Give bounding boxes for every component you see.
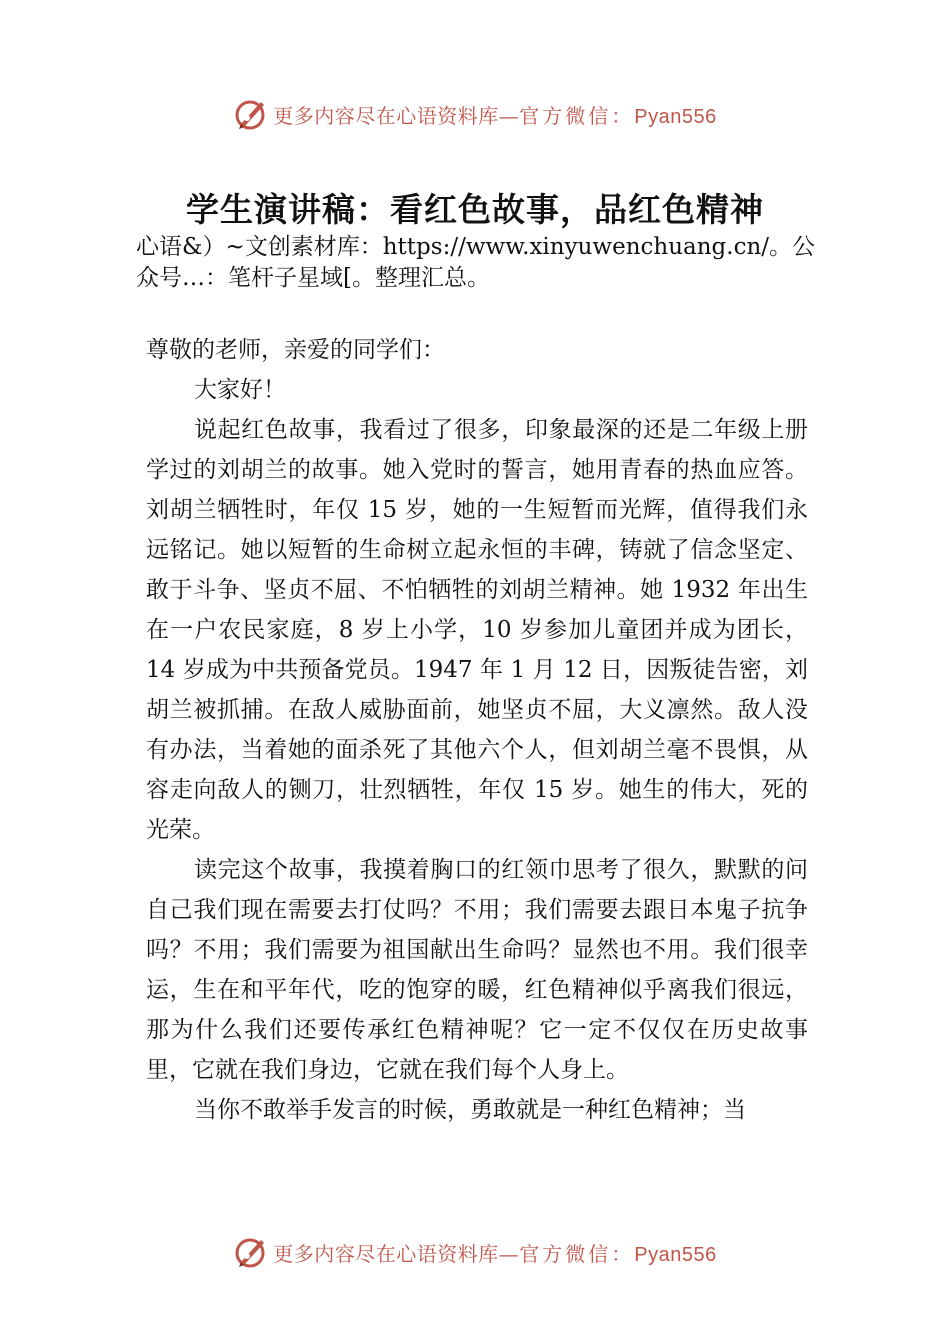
paragraph-story: 说起红色故事，我看过了很多，印象最深的还是二年级上册学过的刘胡兰的故事。她入党时的誓言，她用青春的热血应答。刘胡兰牺牲时，年仅 15 岁，她的一生短暂而光辉，值得我们永远铭记。她以短暂的生命树立起永恒的丰碑，铸就了信念坚定、敢于斗争、坚贞不屈、不怕牺牲的刘胡兰精神。她 1932 年出生在一户农民家庭，8 岁上小学，10 岁参加儿童团并成为团长，14 岁成为中共预备党员。1947 年 1 月 12 日，因叛徒告密，刘胡兰被抓捕。在敌人威胁面前，她坚贞不屈，大义凛然。敌人没有办法，当着她的面杀死了其他六个人，但刘胡兰毫不畏惧，从容走向敌人的铡刀，壮烈牺牲，年仅 15 岁。她生的伟大，死的光荣。	[146, 417, 808, 843]
document-title: 学生演讲稿：看红色故事，品红色精神	[186, 190, 764, 229]
banner-wechat-id: Pyan556	[634, 1243, 717, 1266]
banner-main-text: 更多内容尽在心语资料库	[273, 103, 499, 128]
banner-wechat-label: 官方微信：	[519, 1241, 635, 1266]
pen-logo-icon	[233, 96, 269, 132]
paragraph-continuation: 当你不敢举手发言的时候，勇敢就是一种红色精神；当	[194, 1097, 746, 1123]
pen-logo-icon	[233, 1234, 269, 1270]
banner-wechat-label: 官方微信：	[519, 103, 635, 128]
banner-wechat-id: Pyan556	[634, 105, 717, 128]
banner-text	[273, 100, 716, 129]
header-banner	[0, 94, 950, 134]
banner-main-text: 更多内容尽在心语资料库	[273, 1241, 499, 1266]
banner-separator: —	[498, 1241, 520, 1266]
paragraph-greeting: 大家好！	[194, 377, 286, 403]
footer-banner	[0, 1232, 950, 1272]
banner-text	[273, 1238, 716, 1267]
source-line: 心语&）~文创素材库：https://www.xinyuwenchuang.cn/。公众号…：笔杆子星域[。整理汇总。	[136, 234, 816, 291]
banner-separator: —	[498, 103, 520, 128]
paragraph-reflection: 读完这个故事，我摸着胸口的红领巾思考了很久，默默的问自己我们现在需要去打仗吗？不用；我们需要去跟日本鬼子抗争吗？不用；我们需要为祖国献出生命吗？显然也不用。我们很幸运，生在和平年代，吃的饱穿的暖，红色精神似乎离我们很远，那为什么我们还要传承红色精神呢？它一定不仅仅在历史故事里，它就在我们身边，它就在我们每个人身上。	[146, 857, 808, 1083]
document-body	[146, 330, 808, 1130]
salutation: 尊敬的老师，亲爱的同学们：	[146, 337, 445, 363]
